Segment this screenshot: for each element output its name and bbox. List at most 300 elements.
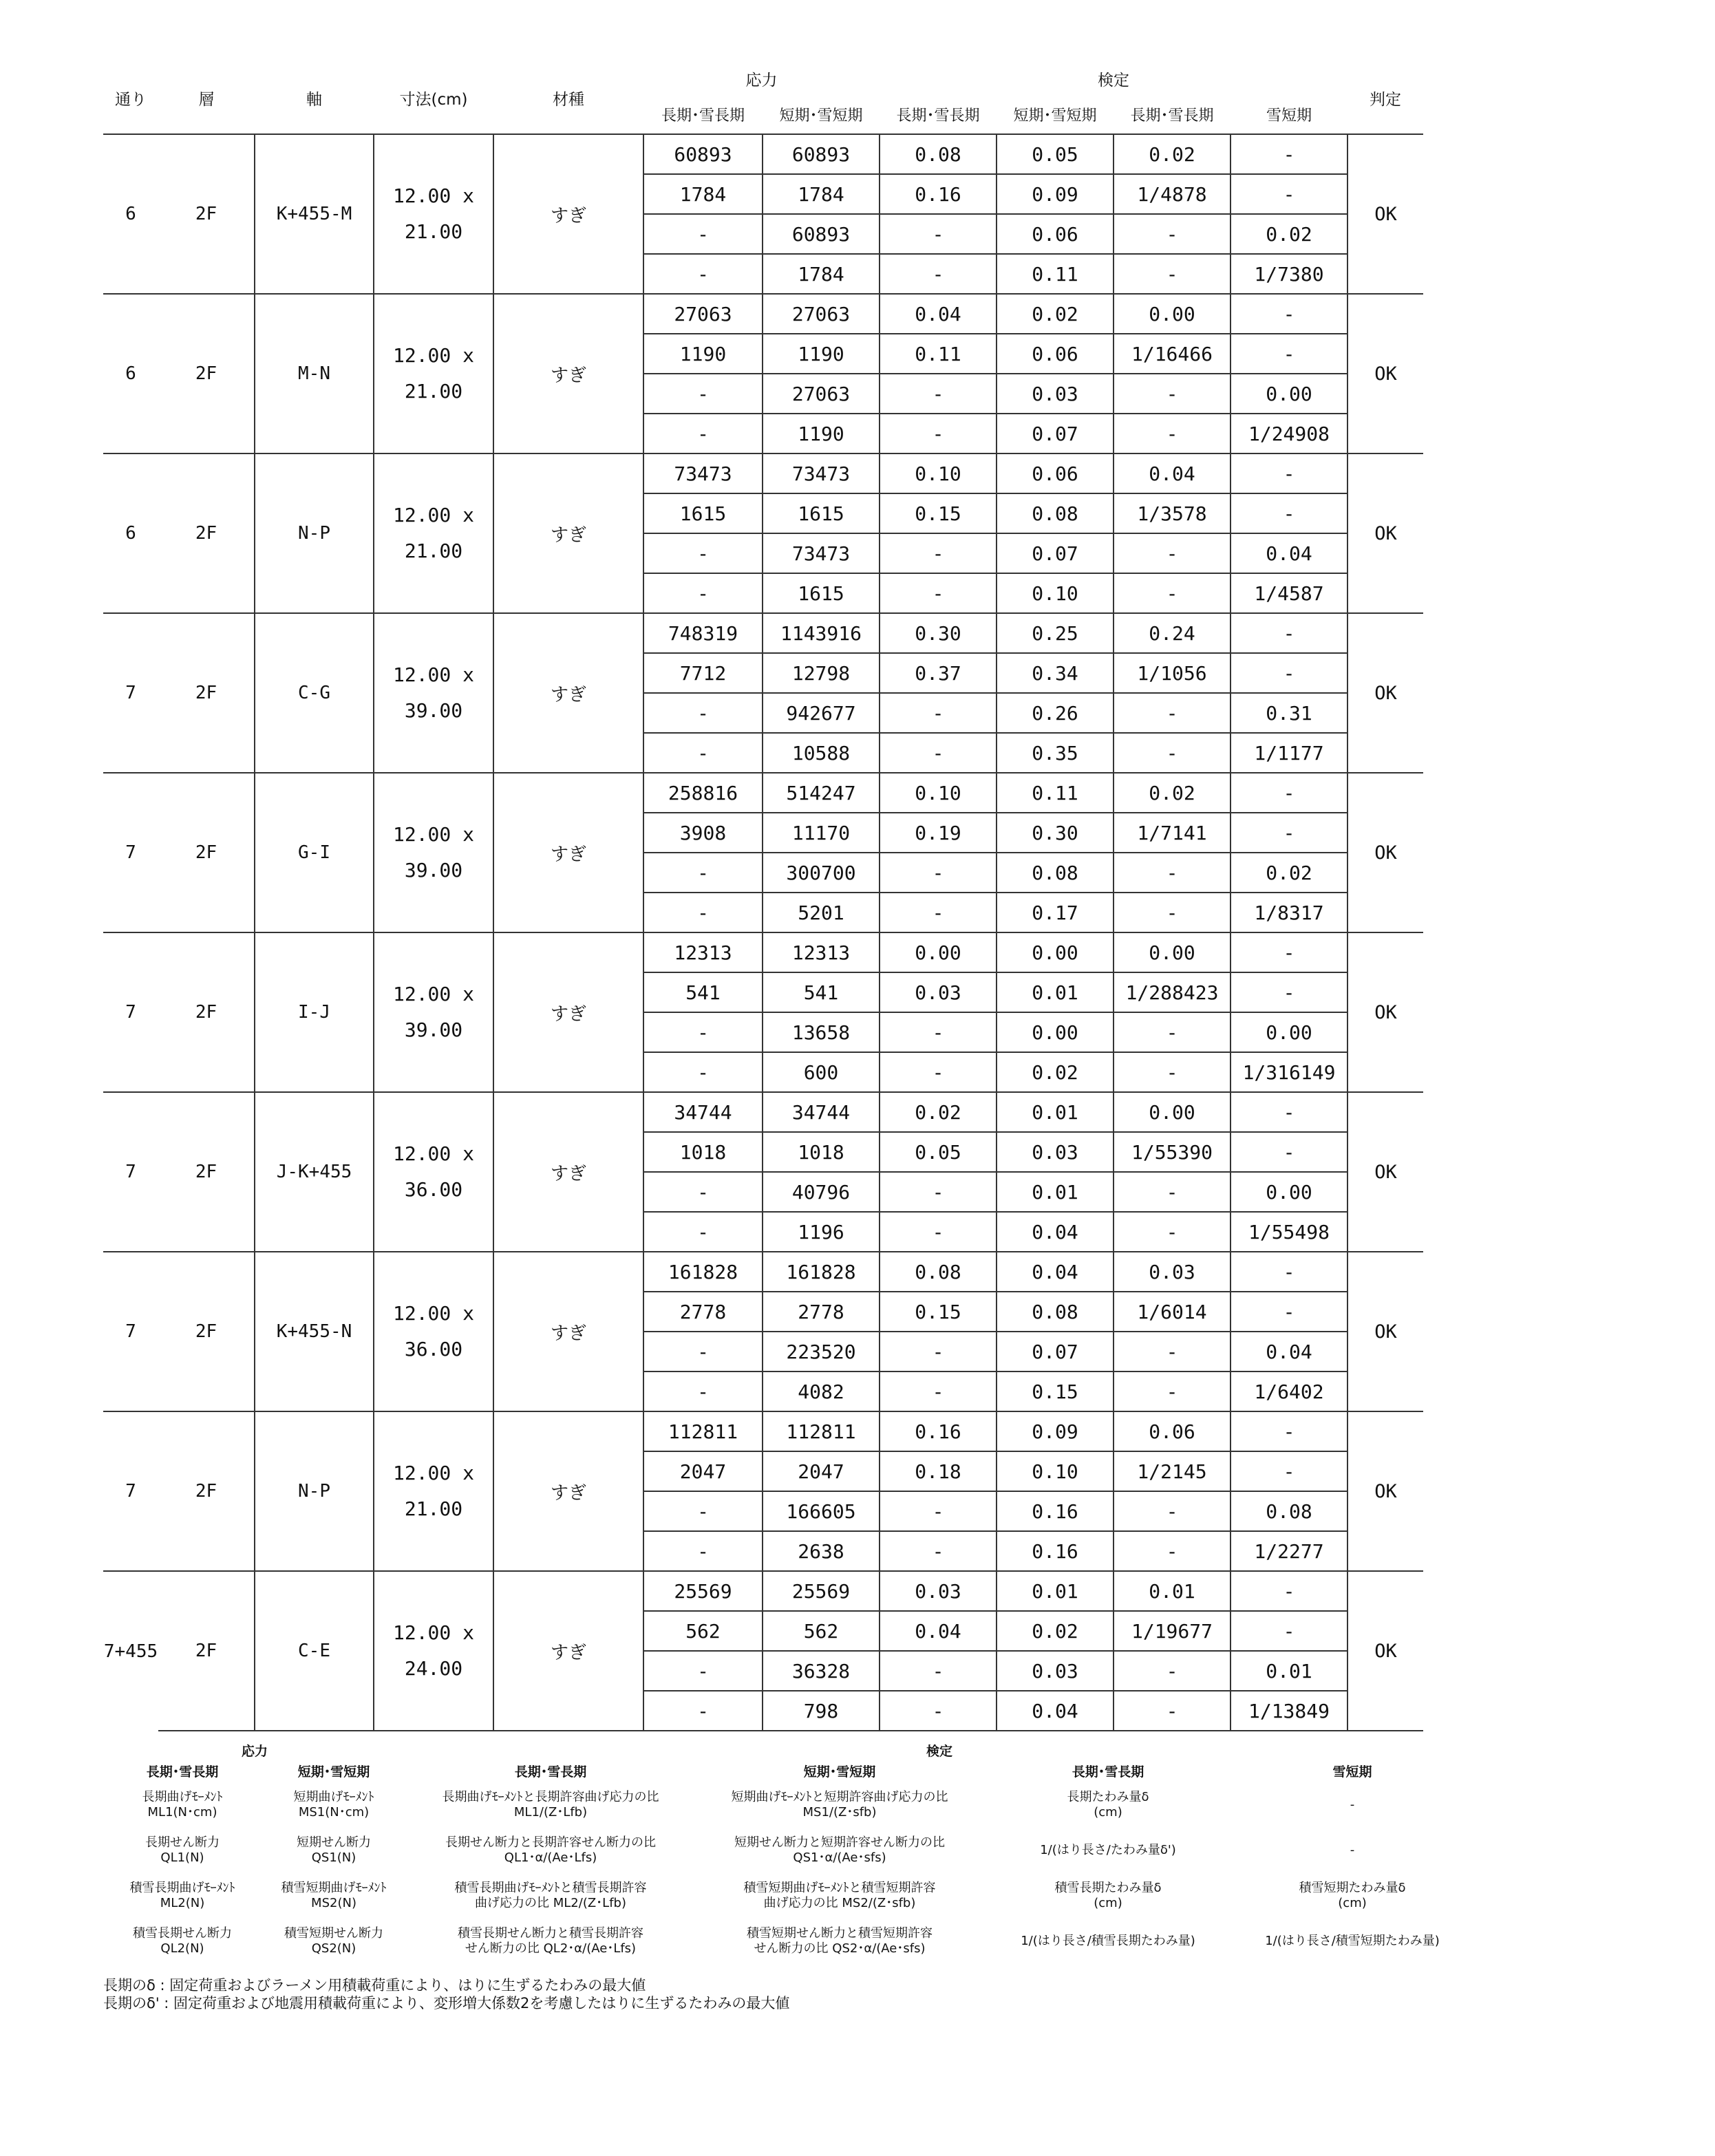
floor-cell: 2F — [158, 134, 255, 294]
value-cell: 0.10 — [880, 773, 997, 813]
material-cell: すぎ — [493, 1571, 643, 1731]
value-cell: 0.30 — [880, 613, 997, 653]
legend-header: 短期･雪短期 — [803, 1764, 876, 1780]
legend-cell: 積雪短期せん断力 QS2(N) — [284, 1926, 383, 1956]
value-cell: 73473 — [763, 453, 880, 493]
value-cell: - — [1114, 1332, 1231, 1371]
value-cell: 1784 — [763, 254, 880, 294]
value-cell: 0.11 — [997, 773, 1114, 813]
size-height: 39.00 — [404, 1018, 463, 1041]
value-cell: 40796 — [763, 1172, 880, 1212]
header-check-long-deflection: 長期･雪長期 — [1130, 107, 1214, 125]
size-width: 12.00 x — [392, 184, 474, 207]
value-cell: 0.17 — [997, 893, 1114, 932]
value-cell: 0.00 — [1114, 1092, 1231, 1132]
header-size: 寸法(cm) — [399, 90, 468, 109]
beam-check-table — [103, 62, 1423, 1731]
value-cell: 27063 — [763, 294, 880, 334]
value-cell: 0.01 — [1231, 1651, 1348, 1691]
value-cell: - — [1114, 1212, 1231, 1252]
value-cell: 0.08 — [880, 1252, 997, 1292]
legend-cell: 積雪短期曲げﾓｰﾒﾝﾄと積雪短期許容 曲げ応力の比 MS2/(Z･sfb) — [743, 1881, 936, 1910]
value-cell: - — [1114, 893, 1231, 932]
value-cell: 13658 — [763, 1012, 880, 1052]
material-cell: すぎ — [493, 1252, 643, 1411]
size-height: 21.00 — [404, 380, 463, 403]
value-cell: - — [1114, 1052, 1231, 1092]
value-cell: 34744 — [763, 1092, 880, 1132]
value-cell: 0.03 — [880, 1571, 997, 1611]
legend-header-row — [103, 1762, 1473, 1782]
axis-cell: G-I — [255, 773, 374, 932]
header-check-short: 短期･雪短期 — [1013, 107, 1097, 125]
value-cell: 1/316149 — [1231, 1052, 1348, 1092]
value-cell: 60893 — [763, 214, 880, 254]
floor-cell: 2F — [158, 1411, 255, 1571]
value-cell: 0.02 — [997, 1611, 1114, 1651]
value-cell: 0.02 — [997, 294, 1114, 334]
header-stress-short: 短期･雪短期 — [779, 107, 863, 125]
value-cell: - — [880, 573, 997, 613]
table-row — [103, 134, 1423, 174]
value-cell: - — [880, 1012, 997, 1052]
value-cell: 0.35 — [997, 733, 1114, 773]
value-cell: - — [1231, 1451, 1348, 1491]
legend-cell: 積雪長期曲げﾓｰﾒﾝﾄ ML2(N) — [129, 1881, 235, 1910]
legend-cell: 積雪長期曲げﾓｰﾒﾝﾄと積雪長期許容 曲げ応力の比 ML2/(Z･Lfb) — [454, 1881, 647, 1910]
value-cell: - — [643, 1691, 763, 1731]
header-judge: 判定 — [1370, 90, 1401, 109]
value-cell: 161828 — [643, 1252, 763, 1292]
axis-cell: C-G — [255, 613, 374, 773]
line-cell: 6 — [103, 453, 158, 613]
value-cell: 0.18 — [880, 1451, 997, 1491]
value-cell: - — [1231, 1132, 1348, 1172]
value-cell: - — [880, 693, 997, 733]
value-cell: - — [1231, 1292, 1348, 1332]
value-cell: 7712 — [643, 653, 763, 693]
value-cell: - — [643, 853, 763, 893]
value-cell: 0.11 — [997, 254, 1114, 294]
value-cell: 0.06 — [997, 334, 1114, 374]
value-cell: 0.01 — [997, 1092, 1114, 1132]
header-line: 通り — [115, 90, 147, 109]
value-cell: 0.05 — [997, 134, 1114, 174]
size-cell — [374, 773, 493, 932]
value-cell: 27063 — [643, 294, 763, 334]
size-width: 12.00 x — [392, 344, 474, 367]
value-cell: 10588 — [763, 733, 880, 773]
value-cell: 0.01 — [997, 1571, 1114, 1611]
value-cell: 36328 — [763, 1651, 880, 1691]
legend-row — [103, 1873, 1473, 1919]
legend-header: 雪短期 — [1332, 1764, 1372, 1780]
value-cell: 541 — [643, 972, 763, 1012]
value-cell: 1/1056 — [1114, 653, 1231, 693]
size-width: 12.00 x — [392, 823, 474, 846]
value-cell: 0.01 — [997, 1172, 1114, 1212]
value-cell: 0.06 — [997, 214, 1114, 254]
value-cell: 1/24908 — [1231, 414, 1348, 453]
material-cell: すぎ — [493, 294, 643, 453]
size-cell — [374, 613, 493, 773]
value-cell: 0.34 — [997, 653, 1114, 693]
floor-cell: 2F — [158, 613, 255, 773]
value-cell: 0.25 — [997, 613, 1114, 653]
value-cell: 2047 — [763, 1451, 880, 1491]
legend-stress-group: 応力 — [242, 1744, 268, 1759]
value-cell: 0.15 — [880, 493, 997, 533]
value-cell: 0.10 — [880, 453, 997, 493]
value-cell: - — [880, 414, 997, 453]
value-cell: 0.04 — [1231, 1332, 1348, 1371]
value-cell: - — [1114, 374, 1231, 414]
value-cell: - — [643, 1052, 763, 1092]
value-cell: 0.09 — [997, 174, 1114, 214]
floor-cell: 2F — [158, 773, 255, 932]
value-cell: 0.00 — [997, 932, 1114, 972]
value-cell: 1784 — [643, 174, 763, 214]
value-cell: 12798 — [763, 653, 880, 693]
line-cell: 7 — [103, 932, 158, 1092]
value-cell: - — [1231, 932, 1348, 972]
size-cell — [374, 1092, 493, 1252]
value-cell: - — [1114, 254, 1231, 294]
value-cell: 0.09 — [997, 1411, 1114, 1451]
value-cell: - — [1114, 1651, 1231, 1691]
value-cell: 0.08 — [997, 853, 1114, 893]
value-cell: 0.04 — [1114, 453, 1231, 493]
value-cell: - — [880, 533, 997, 573]
value-cell: - — [1231, 653, 1348, 693]
table-row — [103, 1252, 1423, 1292]
value-cell: - — [1114, 1491, 1231, 1531]
value-cell: 1/13849 — [1231, 1691, 1348, 1731]
axis-cell: K+455-M — [255, 134, 374, 294]
value-cell: 1/19677 — [1114, 1611, 1231, 1651]
judge-cell: OK — [1348, 294, 1423, 453]
value-cell: 27063 — [763, 374, 880, 414]
value-cell: 112811 — [643, 1411, 763, 1451]
value-cell: - — [1231, 134, 1348, 174]
value-cell: - — [880, 254, 997, 294]
value-cell: - — [1114, 214, 1231, 254]
value-cell: - — [1231, 1611, 1348, 1651]
value-cell: 1/6014 — [1114, 1292, 1231, 1332]
value-cell: - — [1114, 414, 1231, 453]
material-cell: すぎ — [493, 1092, 643, 1252]
value-cell: 1615 — [763, 573, 880, 613]
size-height: 21.00 — [404, 1497, 463, 1520]
value-cell: 3908 — [643, 813, 763, 853]
value-cell: - — [880, 1651, 997, 1691]
value-cell: 0.11 — [880, 334, 997, 374]
size-height: 21.00 — [404, 220, 463, 243]
value-cell: 562 — [763, 1611, 880, 1651]
material-cell: すぎ — [493, 134, 643, 294]
value-cell: 0.00 — [1231, 374, 1348, 414]
axis-cell: M-N — [255, 294, 374, 453]
legend-cell: 長期せん断力 QL1(N) — [145, 1835, 220, 1865]
value-cell: 0.16 — [880, 1411, 997, 1451]
value-cell: - — [643, 414, 763, 453]
line-cell: 7 — [103, 1092, 158, 1252]
value-cell: 5201 — [763, 893, 880, 932]
size-width: 12.00 x — [392, 1302, 474, 1325]
value-cell: 798 — [763, 1691, 880, 1731]
legend-note: 長期のδ' : 固定荷重および地震用積載荷重により、変形増大係数2を考慮したはりに生ずるたわみの最大値 — [103, 1995, 790, 2011]
size-width: 12.00 x — [392, 983, 474, 1005]
value-cell: - — [1231, 1092, 1348, 1132]
value-cell: - — [1231, 294, 1348, 334]
size-width: 12.00 x — [392, 1621, 474, 1644]
value-cell: 166605 — [763, 1491, 880, 1531]
value-cell: 0.04 — [880, 294, 997, 334]
legend-cell: 長期せん断力と長期許容せん断力の比 QL1･α/(Ae･Lfs) — [445, 1835, 657, 1865]
value-cell: - — [1114, 733, 1231, 773]
size-height: 24.00 — [404, 1657, 463, 1680]
value-cell: - — [643, 1651, 763, 1691]
value-cell: 0.16 — [880, 174, 997, 214]
value-cell: 1/7141 — [1114, 813, 1231, 853]
value-cell: 12313 — [763, 932, 880, 972]
floor-cell: 2F — [158, 453, 255, 613]
value-cell: 562 — [643, 1611, 763, 1651]
size-cell — [374, 1411, 493, 1571]
value-cell: 1143916 — [763, 613, 880, 653]
value-cell: 0.00 — [1114, 294, 1231, 334]
value-cell: 25569 — [643, 1571, 763, 1611]
value-cell: 541 — [763, 972, 880, 1012]
value-cell: - — [1231, 613, 1348, 653]
judge-cell: OK — [1348, 932, 1423, 1092]
value-cell: 60893 — [643, 134, 763, 174]
value-cell: - — [1231, 453, 1348, 493]
legend-cell: 積雪短期曲げﾓｰﾒﾝﾄ MS2(N) — [281, 1881, 387, 1910]
value-cell: - — [880, 1531, 997, 1571]
line-cell: 7 — [103, 1411, 158, 1571]
size-height: 39.00 — [404, 859, 463, 882]
value-cell: 0.04 — [997, 1252, 1114, 1292]
floor-cell: 2F — [158, 932, 255, 1092]
value-cell: - — [643, 1172, 763, 1212]
value-cell: 73473 — [763, 533, 880, 573]
value-cell: 1/4878 — [1114, 174, 1231, 214]
judge-cell: OK — [1348, 1252, 1423, 1411]
legend-cell: 長期たわみ量δ (cm) — [1067, 1790, 1149, 1819]
value-cell: 0.04 — [1231, 533, 1348, 573]
legend-header: 長期･雪長期 — [514, 1764, 587, 1780]
value-cell: 1/2145 — [1114, 1451, 1231, 1491]
material-cell: すぎ — [493, 613, 643, 773]
value-cell: 258816 — [643, 773, 763, 813]
value-cell: 1/3578 — [1114, 493, 1231, 533]
value-cell: - — [643, 893, 763, 932]
value-cell: - — [643, 1531, 763, 1571]
size-cell — [374, 932, 493, 1092]
value-cell: 112811 — [763, 1411, 880, 1451]
value-cell: - — [880, 1371, 997, 1411]
legend-table — [103, 1741, 1473, 1964]
value-cell: 1190 — [763, 334, 880, 374]
value-cell: 1/1177 — [1231, 733, 1348, 773]
value-cell: 0.01 — [1114, 1571, 1231, 1611]
line-cell: 6 — [103, 294, 158, 453]
value-cell: 0.16 — [997, 1531, 1114, 1571]
value-cell: 0.01 — [997, 972, 1114, 1012]
value-cell: 0.37 — [880, 653, 997, 693]
value-cell: 0.30 — [997, 813, 1114, 853]
size-cell — [374, 294, 493, 453]
value-cell: 1196 — [763, 1212, 880, 1252]
value-cell: - — [643, 1491, 763, 1531]
legend-cell: 短期せん断力 QS1(N) — [297, 1835, 371, 1865]
legend-row — [103, 1782, 1473, 1828]
value-cell: 300700 — [763, 853, 880, 893]
value-cell: 223520 — [763, 1332, 880, 1371]
value-cell: 1/8317 — [1231, 893, 1348, 932]
value-cell: - — [1231, 1571, 1348, 1611]
table-row — [103, 613, 1423, 653]
legend-cell: 短期曲げﾓｰﾒﾝﾄと短期許容曲げ応力の比 MS1/(Z･sfb) — [731, 1790, 948, 1819]
legend-header: 長期･雪長期 — [146, 1764, 219, 1780]
value-cell: 942677 — [763, 693, 880, 733]
legend-cell: 短期せん断力と短期許容せん断力の比 QS1･α/(Ae･sfs) — [734, 1835, 946, 1865]
legend-cell: 積雪長期せん断力 QL2(N) — [133, 1926, 232, 1956]
value-cell: 0.03 — [997, 374, 1114, 414]
value-cell: - — [643, 1212, 763, 1252]
material-cell: すぎ — [493, 453, 643, 613]
line-cell: 6 — [103, 134, 158, 294]
value-cell: 0.04 — [997, 1691, 1114, 1731]
legend-header: 長期･雪長期 — [1072, 1764, 1144, 1780]
value-cell: 4082 — [763, 1371, 880, 1411]
size-width: 12.00 x — [392, 1142, 474, 1165]
value-cell: - — [1231, 334, 1348, 374]
value-cell: - — [1114, 533, 1231, 573]
value-cell: - — [1114, 693, 1231, 733]
value-cell: - — [880, 214, 997, 254]
legend-cell: 積雪短期せん断力と積雪短期許容 せん断力の比 QS2･α/(Ae･sfs) — [747, 1926, 933, 1956]
value-cell: 0.10 — [997, 573, 1114, 613]
line-cell: 7+455 — [103, 1571, 158, 1731]
material-cell: すぎ — [493, 932, 643, 1092]
header-check-long: 長期･雪長期 — [896, 107, 980, 125]
axis-cell: J-K+455 — [255, 1092, 374, 1252]
value-cell: 73473 — [643, 453, 763, 493]
value-cell: 0.02 — [1114, 773, 1231, 813]
table-row — [103, 773, 1423, 813]
value-cell: - — [643, 1012, 763, 1052]
legend-cell: 1/(はり長さ/積雪短期たわみ量) — [1265, 1934, 1440, 1948]
table-row — [103, 932, 1423, 972]
value-cell: - — [643, 533, 763, 573]
value-cell: 0.04 — [997, 1212, 1114, 1252]
size-cell — [374, 134, 493, 294]
value-cell: 0.03 — [997, 1651, 1114, 1691]
value-cell: 1784 — [763, 174, 880, 214]
value-cell: 0.15 — [880, 1292, 997, 1332]
value-cell: 0.00 — [1231, 1012, 1348, 1052]
value-cell: - — [880, 1052, 997, 1092]
value-cell: 1/6402 — [1231, 1371, 1348, 1411]
line-cell: 7 — [103, 773, 158, 932]
legend — [103, 1741, 1473, 2012]
value-cell: - — [1231, 813, 1348, 853]
value-cell: - — [1114, 1172, 1231, 1212]
axis-cell: N-P — [255, 1411, 374, 1571]
value-cell: 1615 — [643, 493, 763, 533]
value-cell: - — [1231, 773, 1348, 813]
value-cell: - — [1114, 853, 1231, 893]
line-cell: 7 — [103, 613, 158, 773]
value-cell: 0.08 — [1231, 1491, 1348, 1531]
value-cell: 514247 — [763, 773, 880, 813]
value-cell: 1/55498 — [1231, 1212, 1348, 1252]
value-cell: - — [880, 1332, 997, 1371]
legend-cell: 短期曲げﾓｰﾒﾝﾄ MS1(N･cm) — [293, 1790, 374, 1819]
judge-cell: OK — [1348, 613, 1423, 773]
table-row — [103, 1092, 1423, 1132]
legend-cell: 積雪長期せん断力と積雪長期許容 せん断力の比 QL2･α/(Ae･Lfs) — [458, 1926, 644, 1956]
value-cell: 0.07 — [997, 1332, 1114, 1371]
value-cell: - — [1231, 972, 1348, 1012]
value-cell: 1190 — [763, 414, 880, 453]
header-check-snow-short: 雪短期 — [1266, 107, 1312, 125]
value-cell: 2638 — [763, 1531, 880, 1571]
value-cell: 0.06 — [1114, 1411, 1231, 1451]
line-cell: 7 — [103, 1252, 158, 1411]
legend-cell: 1/(はり長さ/積雪長期たわみ量) — [1021, 1934, 1195, 1948]
table-row — [103, 1571, 1423, 1611]
value-cell: - — [1114, 1012, 1231, 1052]
value-cell: 0.24 — [1114, 613, 1231, 653]
legend-cell: 積雪短期たわみ量δ (cm) — [1299, 1881, 1406, 1910]
header-floor: 層 — [198, 90, 215, 109]
floor-cell: 2F — [158, 1092, 255, 1252]
value-cell: - — [643, 374, 763, 414]
value-cell: 0.08 — [997, 493, 1114, 533]
value-cell: 25569 — [763, 1571, 880, 1611]
value-cell: 0.03 — [1114, 1252, 1231, 1292]
legend-note: 長期のδ : 固定荷重およびラーメン用積載荷重により、はりに生ずるたわみの最大値 — [103, 1977, 646, 1994]
value-cell: 0.02 — [1114, 134, 1231, 174]
value-cell: 0.02 — [1231, 214, 1348, 254]
value-cell: - — [643, 573, 763, 613]
value-cell: 0.00 — [997, 1012, 1114, 1052]
floor-cell: 2F — [158, 294, 255, 453]
header-stress-long: 長期･雪長期 — [661, 107, 745, 125]
value-cell: - — [880, 893, 997, 932]
value-cell: - — [1231, 174, 1348, 214]
judge-cell: OK — [1348, 453, 1423, 613]
legend-cell: 積雪長期たわみ量δ (cm) — [1054, 1881, 1162, 1910]
value-cell: 161828 — [763, 1252, 880, 1292]
header-stress-group: 応力 — [745, 71, 778, 89]
value-cell: 0.10 — [997, 1451, 1114, 1491]
value-cell: 0.00 — [1231, 1172, 1348, 1212]
value-cell: 0.19 — [880, 813, 997, 853]
value-cell: 12313 — [643, 932, 763, 972]
header-material: 材種 — [553, 90, 584, 109]
value-cell: 1/16466 — [1114, 334, 1231, 374]
calculation-sheet — [103, 62, 1423, 1731]
legend-cell: - — [1350, 1797, 1355, 1812]
value-cell: 0.08 — [880, 134, 997, 174]
value-cell: 0.05 — [880, 1132, 997, 1172]
value-cell: 1/55390 — [1114, 1132, 1231, 1172]
value-cell: 0.00 — [880, 932, 997, 972]
